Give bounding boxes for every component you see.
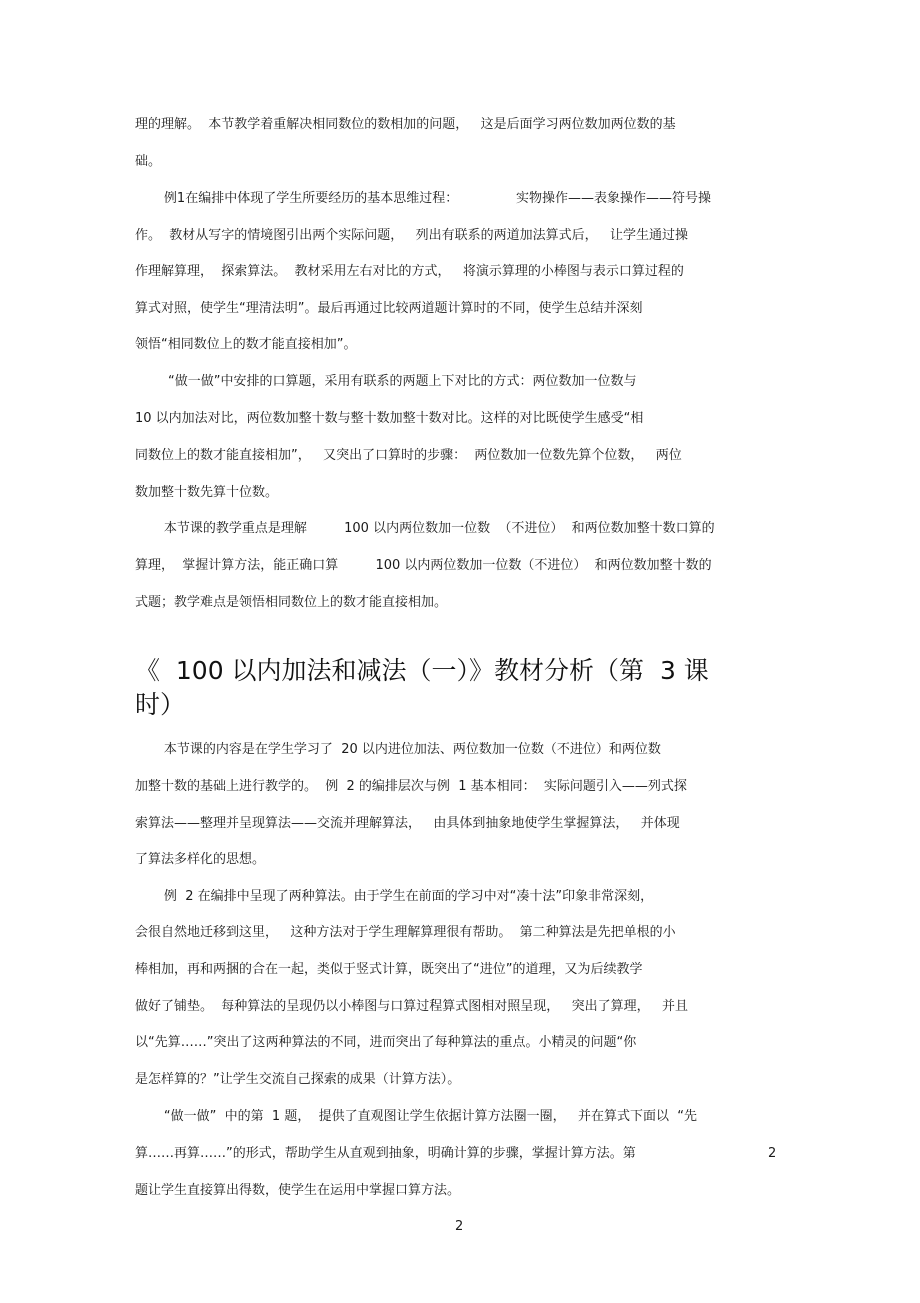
paragraph-line: 作理解算理， 探索算法。 教材采用左右对比的方式， 将演示算理的小棒图与表示口算过程的 (135, 264, 684, 279)
paragraph-line: 算……再算……”的形式，帮助学生从直观到抽象，明确计算的步骤，掌握计算方法。第 (135, 1146, 636, 1161)
paragraph-line: 领悟“相同数位上的数才能直接相加”。 (135, 337, 357, 352)
paragraph-line: 理的理解。 本节教学着重解决相同数位的数相加的问题， 这是后面学习两位数加两位数的基 (135, 117, 676, 132)
paragraph-line: “做一做”中安排的口算题，采用有联系的两题上下对比的方式：两位数加一位数与 (135, 374, 637, 389)
paragraph-line: 同数位上的数才能直接相加”， 又突出了口算时的步骤： 两位数加一位数先算个位数， 两位 (135, 448, 682, 463)
paragraph-line: 作。 教材从写字的情境图引出两个实际问题， 列出有联系的两道加法算式后， 让学生通过操 (135, 228, 689, 243)
paragraph-line: 10 以内加法对比，两位数加整十数与整十数加整十数对比。这样的对比既使学生感受“相 (135, 411, 644, 426)
section-heading-line: 《 100 以内加法和减法（一）》教材分析（第 3 课 (135, 656, 709, 685)
paragraph-line: 例1在编排中体现了学生所要经历的基本思维过程： 实物操作——表象操作——符号操 (135, 191, 712, 206)
paragraph-line: 算式对照，使学生“理清法明”。最后再通过比较两道题计算时的不同，使学生总结并深刻 (135, 301, 643, 316)
paragraph-line: 会很自然地迁移到这里， 这种方法对于学生理解算理很有帮助。 第二种算法是先把单根的小 (135, 925, 676, 940)
page-number: 2 (455, 1219, 464, 1234)
section-heading-line: 时） (135, 690, 186, 719)
paragraph-line: 数加整十数先算十位数。 (135, 485, 279, 500)
paragraph-line: 算理， 掌握计算方法，能正确口算 100 以内两位数加一位数（不进位） 和两位数加整十数的 (135, 558, 712, 573)
paragraph-line: 以“先算……”突出了这两种算法的不同，进而突出了每种算法的重点。小精灵的问题“你 (135, 1035, 637, 1050)
paragraph-line: 础。 (135, 154, 162, 169)
trailing-number: 2 (768, 1146, 777, 1161)
paragraph-line: 本节课的教学重点是理解 100 以内两位数加一位数 （不进位） 和两位数加整十数口算的 (135, 521, 715, 536)
paragraph-line: 例 2 在编排中呈现了两种算法。由于学生在前面的学习中对“凑十法”印象非常深刻， (135, 889, 654, 904)
paragraph-line: 本节课的内容是在学生学习了 20 以内进位加法、两位数加一位数（不进位）和两位数 (135, 742, 661, 757)
paragraph-line: 了算法多样化的思想。 (135, 852, 266, 867)
paragraph-line: 做好了铺垫。 每种算法的呈现仍以小棒图与口算过程算式图相对照呈现， 突出了算理， 并且 (135, 999, 689, 1014)
paragraph-line: 加整十数的基础上进行教学的。 例 2 的编排层次与例 1 基本相同： 实际问题引入——列式探 (135, 779, 687, 794)
paragraph-line: 式题；教学难点是领悟相同数位上的数才能直接相加。 (135, 595, 448, 610)
paragraph-line: 棒相加，再和两捆的合在一起，类似于竖式计算，既突出了“进位”的道理，又为后续教学 (135, 962, 643, 977)
paragraph-line: 索算法——整理并呈现算法——交流并理解算法， 由具体到抽象地使学生掌握算法， 并体现 (135, 816, 680, 831)
paragraph-line: “做一做” 中的第 1 题， 提供了直观图让学生依据计算方法圈一圈， 并在算式下面以 “先 (135, 1109, 697, 1124)
paragraph-line: 题让学生直接算出得数，使学生在运用中掌握口算方法。 (135, 1183, 461, 1198)
paragraph-line: 是怎样算的？”让学生交流自己探索的成果（计算方法）。 (135, 1072, 461, 1087)
